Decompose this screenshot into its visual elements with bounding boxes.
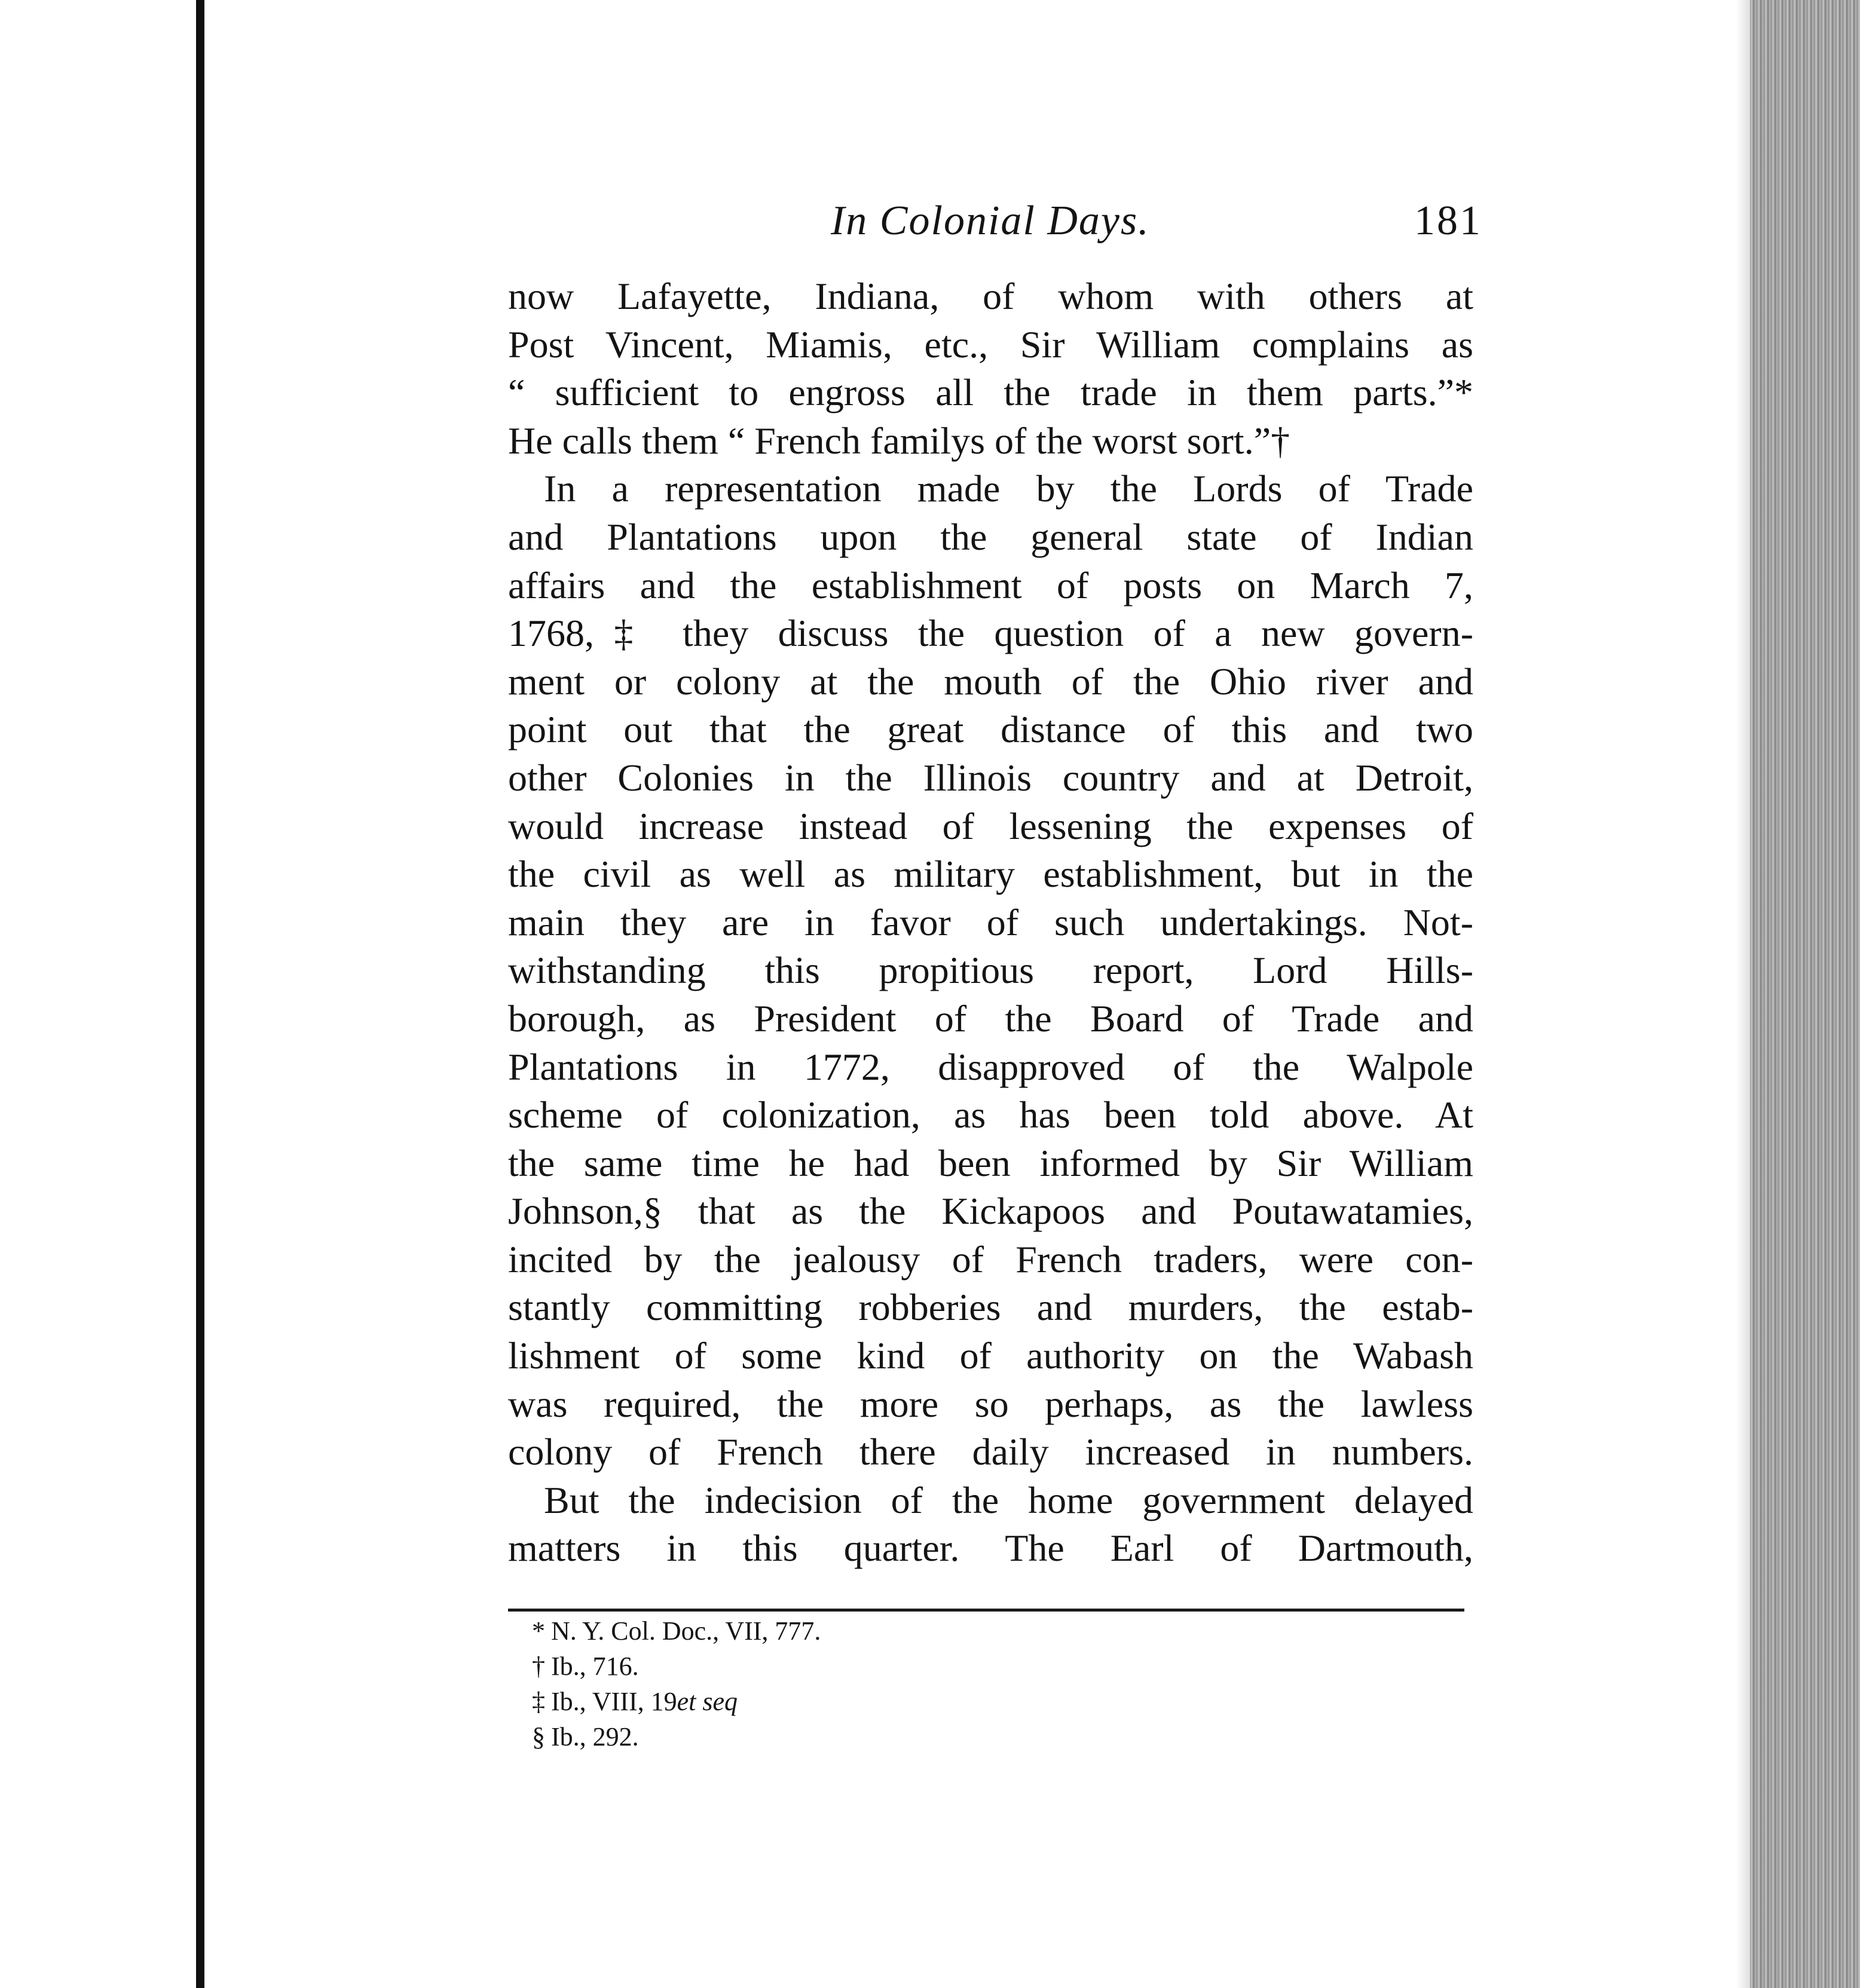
text-line: would increase instead of lessening the expenses of (508, 804, 1473, 847)
text-line: ment or colony at the mouth of the Ohio river and (508, 660, 1473, 703)
footnote-mark: * (532, 1616, 545, 1646)
text-line: now Lafayette, Indiana, of whom with others at (508, 275, 1473, 317)
footnote (532, 1719, 1369, 1754)
footnote-text: Ib., 716. (551, 1652, 639, 1681)
text-line: matters in this quarter. The Earl of Dartmouth, (508, 1527, 1473, 1570)
footnote-text: Ib., VIII, 19 (551, 1687, 677, 1716)
text-line: colony of French there daily increased in numbers. (508, 1430, 1473, 1474)
text-line: borough, as President of the Board of Trade and (508, 997, 1473, 1040)
footnote-text: N. Y. Col. Doc., VII, 777. (551, 1616, 821, 1646)
text-line: lishment of some kind of authority on the Wabash (508, 1334, 1473, 1377)
text-line: He calls them “ French familys of the worst sort.”† (508, 419, 1290, 462)
running-head (508, 197, 1482, 257)
text-line: But the indecision of the home government delayed (544, 1478, 1473, 1521)
page-edge-shadow (1736, 0, 1751, 1988)
footnote (532, 1613, 1369, 1649)
text-line: 1768,‡ they discuss the question of a new govern- (508, 612, 1473, 655)
text-line: the same time he had been informed by Sir William (508, 1141, 1473, 1184)
footnote (532, 1684, 1369, 1719)
text-line: Post Vincent, Miamis, etc., Sir William complains as (508, 323, 1473, 366)
text-line: scheme of colonization, as has been told above. At (508, 1093, 1473, 1137)
footnote-italic: et seq (677, 1687, 738, 1716)
running-title: In Colonial Days. (831, 198, 1150, 244)
text-line: stantly committing robberies and murders, the estab- (508, 1286, 1473, 1329)
text-line: Plantations in 1772, disapproved of the Walpole (508, 1045, 1473, 1088)
footnote-mark: § (532, 1722, 545, 1751)
text-line: affairs and the establishment of posts on March 7, (508, 563, 1473, 606)
text-line: “ sufficient to engross all the trade in them parts.”* (508, 371, 1473, 414)
text-line: and Plantations upon the general state of Indian (508, 515, 1473, 558)
footnote-rule (508, 1609, 1464, 1612)
text-line: other Colonies in the Illinois country and at Detroit, (508, 756, 1473, 799)
footnote (532, 1649, 1369, 1684)
text-line: was required, the more so perhaps, as the lawless (508, 1382, 1473, 1425)
footnote-mark: † (532, 1652, 545, 1681)
text-line: point out that the great distance of this and two (508, 708, 1473, 751)
text-line: the civil as well as military establishment, but in the (508, 853, 1473, 896)
body-text (508, 272, 1473, 1573)
footnote-text: Ib., 292. (551, 1722, 639, 1751)
text-line: withstanding this propitious report, Lord Hills- (508, 949, 1473, 992)
text-line: Johnson,§ that as the Kickapoos and Poutawatamies, (508, 1190, 1473, 1233)
binding-edge (196, 0, 204, 1988)
text-line: incited by the jealousy of French traders, were con- (508, 1237, 1473, 1281)
footnotes (532, 1613, 1369, 1754)
footnote-mark: ‡ (532, 1687, 545, 1716)
text-line: main they are in favor of such undertakings. Not- (508, 900, 1473, 944)
page-number: 181 (1414, 198, 1482, 244)
text-line: In a representation made by the Lords of Trade (544, 467, 1473, 510)
page-stack-edge (1750, 0, 1860, 1988)
